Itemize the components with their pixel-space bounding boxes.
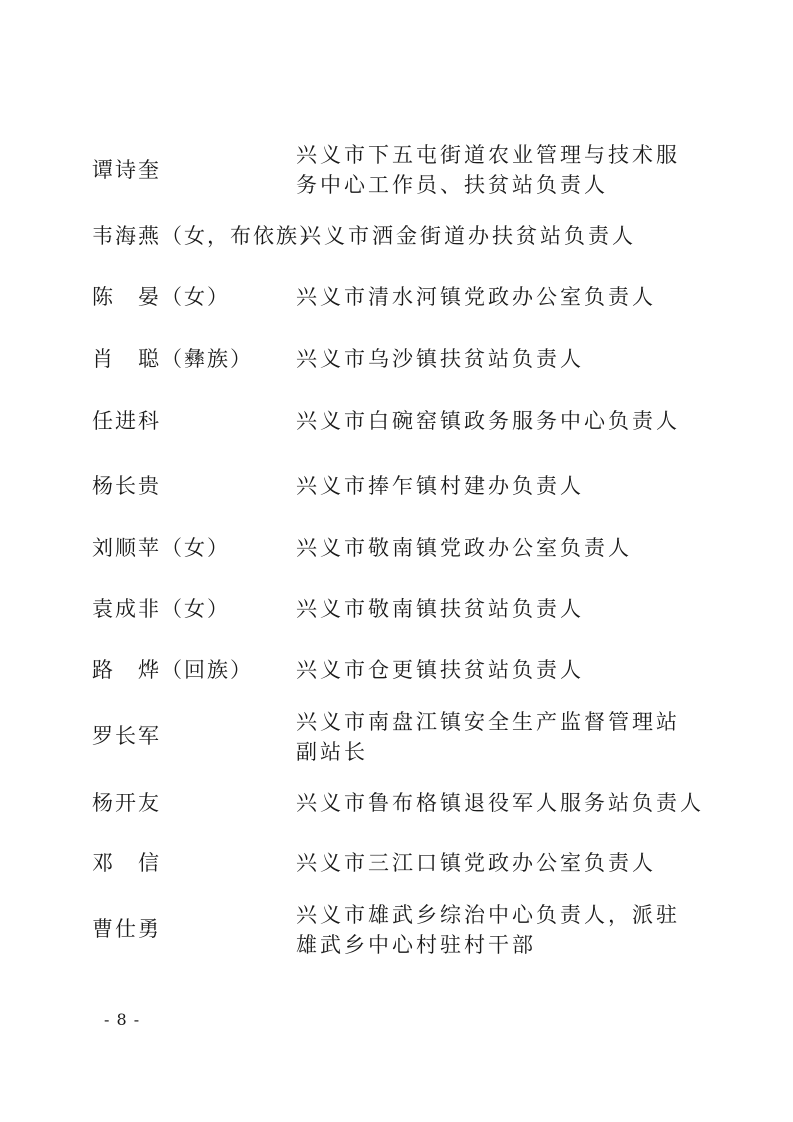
person-name: 罗长军 <box>92 724 161 748</box>
person-role: 兴义市乌沙镇扶贫站负责人 <box>296 347 584 371</box>
person-role: 兴义市清水河镇党政办公室负责人 <box>296 285 656 309</box>
person-role: 兴义市鲁布格镇退役军人服务站负责人 <box>296 791 704 815</box>
person-role: 兴义市敬南镇扶贫站负责人 <box>296 597 584 621</box>
person-name: 袁成非（女） <box>92 597 230 621</box>
person-role: 兴义市三江口镇党政办公室负责人 <box>296 851 656 875</box>
person-role: 兴义市仓更镇扶贫站负责人 <box>296 658 584 682</box>
person-name: 肖 聪（彝族） <box>92 347 253 371</box>
person-role: 兴义市洒金街道办扶贫站负责人 <box>300 224 636 248</box>
person-role: 兴义市雄武乡综治中心负责人，派驻雄武乡中心村驻村干部 <box>296 903 680 957</box>
person-name: 任进科 <box>92 409 161 433</box>
person-name: 谭诗奎 <box>92 158 161 182</box>
person-name: 杨开友 <box>92 791 161 815</box>
person-name: 刘顺苹（女） <box>92 536 230 560</box>
person-name: 韦海燕（女，布依族） <box>92 224 322 248</box>
person-role: 兴义市捧乍镇村建办负责人 <box>296 474 584 498</box>
person-name: 邓 信 <box>92 851 161 875</box>
page-number: - 8 - <box>104 1010 141 1029</box>
person-role: 兴义市白碗窑镇政务服务中心负责人 <box>296 409 680 433</box>
person-name: 杨长贵 <box>92 474 161 498</box>
person-role: 兴义市南盘江镇安全生产监督管理站副站长 <box>296 710 680 764</box>
person-role: 兴义市下五屯街道农业管理与技术服务中心工作员、扶贫站负责人 <box>296 143 680 197</box>
person-name: 陈 晏（女） <box>92 285 230 309</box>
person-name: 曹仕勇 <box>92 917 161 941</box>
person-role: 兴义市敬南镇党政办公室负责人 <box>296 536 632 560</box>
person-name: 路 烨（回族） <box>92 658 253 682</box>
